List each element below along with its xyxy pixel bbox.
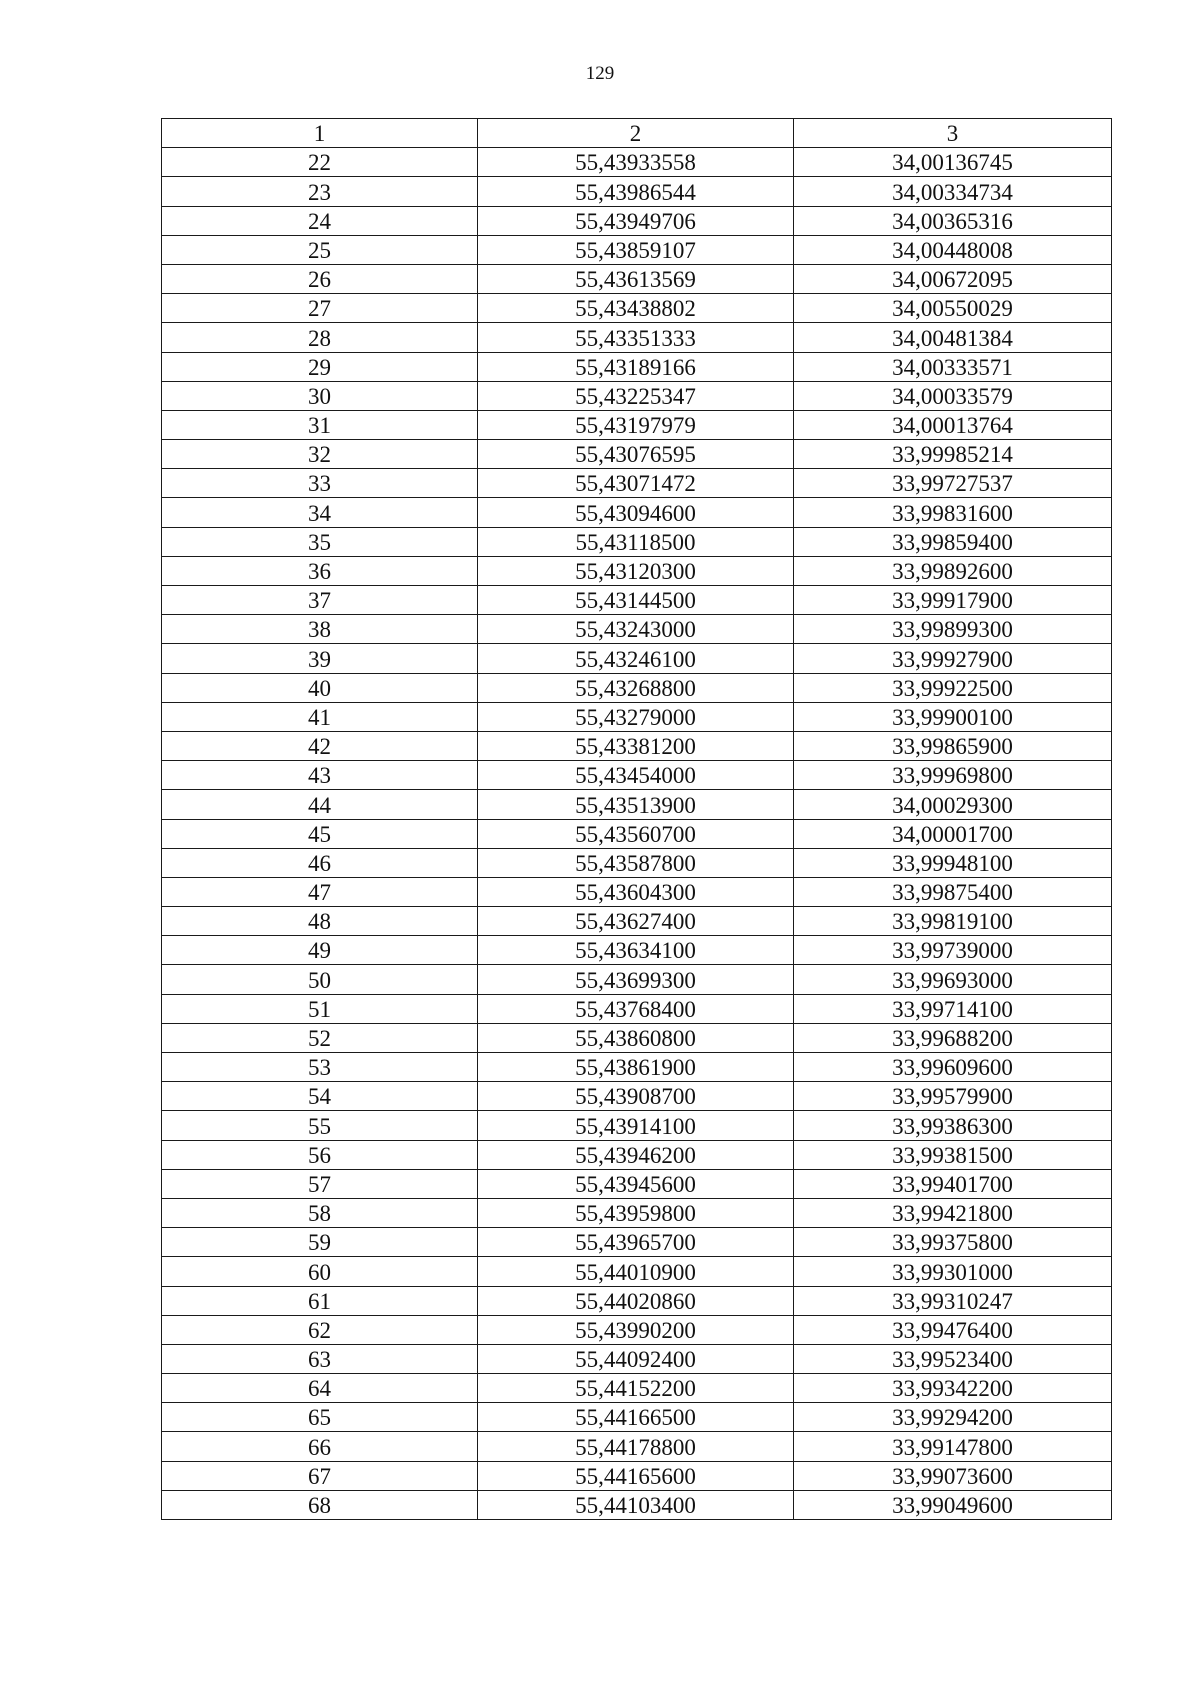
table-row	[162, 1374, 1112, 1403]
coordinate-y-cell: 34,00448008	[794, 235, 1112, 264]
coordinate-x-cell: 55,43768400	[478, 994, 794, 1023]
coordinate-x-cell: 55,43959800	[478, 1198, 794, 1227]
table-row	[162, 1082, 1112, 1111]
coordinate-x-cell: 55,43990200	[478, 1315, 794, 1344]
table-row	[162, 177, 1112, 206]
point-number-cell: 62	[162, 1315, 478, 1344]
table-row	[162, 1344, 1112, 1373]
coordinate-x-cell: 55,43908700	[478, 1082, 794, 1111]
coordinate-y-cell: 33,99985214	[794, 440, 1112, 469]
table-row	[162, 1140, 1112, 1169]
point-number-cell: 35	[162, 527, 478, 556]
point-number-cell: 48	[162, 907, 478, 936]
table-row	[162, 1198, 1112, 1227]
point-number-cell: 51	[162, 994, 478, 1023]
coordinate-x-cell: 55,43965700	[478, 1228, 794, 1257]
table-row	[162, 819, 1112, 848]
table-row	[162, 352, 1112, 381]
point-number-cell: 61	[162, 1286, 478, 1315]
coordinate-x-cell: 55,43243000	[478, 615, 794, 644]
point-number-cell: 52	[162, 1023, 478, 1052]
coordinate-y-cell: 33,99401700	[794, 1169, 1112, 1198]
table-row	[162, 410, 1112, 439]
coordinate-y-cell: 34,00365316	[794, 206, 1112, 235]
table-row	[162, 556, 1112, 585]
coordinate-x-cell: 55,44166500	[478, 1403, 794, 1432]
coordinate-y-cell: 34,00334734	[794, 177, 1112, 206]
table-row	[162, 264, 1112, 293]
coordinate-x-cell: 55,43120300	[478, 556, 794, 585]
coordinate-y-cell: 33,99523400	[794, 1344, 1112, 1373]
coordinate-x-cell: 55,43076595	[478, 440, 794, 469]
table-row	[162, 994, 1112, 1023]
table-row	[162, 1286, 1112, 1315]
coordinate-x-cell: 55,43933558	[478, 148, 794, 177]
coordinate-y-cell: 33,99739000	[794, 936, 1112, 965]
coordinate-x-cell: 55,43118500	[478, 527, 794, 556]
table-row	[162, 615, 1112, 644]
coordinate-x-cell: 55,43071472	[478, 469, 794, 498]
point-number-cell: 53	[162, 1053, 478, 1082]
coordinate-x-cell: 55,44092400	[478, 1344, 794, 1373]
coordinate-x-cell: 55,44103400	[478, 1490, 794, 1519]
point-number-cell: 22	[162, 148, 478, 177]
coordinate-y-cell: 33,99147800	[794, 1432, 1112, 1461]
coordinate-y-cell: 34,00033579	[794, 381, 1112, 410]
coordinate-y-cell: 33,99900100	[794, 702, 1112, 731]
point-number-cell: 40	[162, 673, 478, 702]
coordinate-x-cell: 55,43604300	[478, 877, 794, 906]
coordinate-x-cell: 55,43699300	[478, 965, 794, 994]
point-number-cell: 24	[162, 206, 478, 235]
coordinates-table	[161, 118, 1112, 1520]
coordinate-y-cell: 34,00029300	[794, 790, 1112, 819]
coordinate-x-cell: 55,43859107	[478, 235, 794, 264]
coordinate-x-cell: 55,43634100	[478, 936, 794, 965]
point-number-cell: 46	[162, 848, 478, 877]
table-row	[162, 673, 1112, 702]
coordinate-y-cell: 34,00136745	[794, 148, 1112, 177]
coordinate-y-cell: 33,99693000	[794, 965, 1112, 994]
table-row	[162, 790, 1112, 819]
coordinate-y-cell: 34,00001700	[794, 819, 1112, 848]
coordinate-y-cell: 33,99865900	[794, 731, 1112, 760]
header-cell-1: 1	[162, 119, 478, 148]
coordinate-x-cell: 55,43197979	[478, 410, 794, 439]
coordinate-x-cell: 55,43513900	[478, 790, 794, 819]
coordinate-y-cell: 33,99049600	[794, 1490, 1112, 1519]
table-row	[162, 877, 1112, 906]
coordinate-y-cell: 33,99342200	[794, 1374, 1112, 1403]
table-row	[162, 586, 1112, 615]
table-body	[162, 148, 1112, 1520]
point-number-cell: 67	[162, 1461, 478, 1490]
coordinate-x-cell: 55,43860800	[478, 1023, 794, 1052]
header-cell-3: 3	[794, 119, 1112, 148]
table-row	[162, 936, 1112, 965]
coordinate-x-cell: 55,44152200	[478, 1374, 794, 1403]
table-row	[162, 323, 1112, 352]
table-row	[162, 206, 1112, 235]
point-number-cell: 26	[162, 264, 478, 293]
point-number-cell: 38	[162, 615, 478, 644]
table-row	[162, 294, 1112, 323]
coordinate-x-cell: 55,43627400	[478, 907, 794, 936]
table-row	[162, 1111, 1112, 1140]
table-row	[162, 965, 1112, 994]
point-number-cell: 64	[162, 1374, 478, 1403]
table-row	[162, 1490, 1112, 1519]
point-number-cell: 42	[162, 731, 478, 760]
coordinate-x-cell: 55,43986544	[478, 177, 794, 206]
point-number-cell: 59	[162, 1228, 478, 1257]
point-number-cell: 28	[162, 323, 478, 352]
table-row	[162, 381, 1112, 410]
coordinate-x-cell: 55,43560700	[478, 819, 794, 848]
point-number-cell: 60	[162, 1257, 478, 1286]
coordinate-x-cell: 55,43351333	[478, 323, 794, 352]
table-row	[162, 527, 1112, 556]
coordinate-x-cell: 55,43246100	[478, 644, 794, 673]
coordinate-x-cell: 55,43438802	[478, 294, 794, 323]
point-number-cell: 30	[162, 381, 478, 410]
coordinate-y-cell: 33,99922500	[794, 673, 1112, 702]
coordinate-y-cell: 33,99969800	[794, 761, 1112, 790]
table-row	[162, 1403, 1112, 1432]
coordinate-x-cell: 55,43946200	[478, 1140, 794, 1169]
point-number-cell: 50	[162, 965, 478, 994]
coordinate-y-cell: 33,99294200	[794, 1403, 1112, 1432]
coordinate-y-cell: 33,99421800	[794, 1198, 1112, 1227]
point-number-cell: 56	[162, 1140, 478, 1169]
table-row	[162, 498, 1112, 527]
point-number-cell: 45	[162, 819, 478, 848]
table-row	[162, 731, 1112, 760]
table-row	[162, 440, 1112, 469]
coordinate-x-cell: 55,43279000	[478, 702, 794, 731]
coordinate-y-cell: 34,00481384	[794, 323, 1112, 352]
table-row	[162, 1169, 1112, 1198]
point-number-cell: 31	[162, 410, 478, 439]
coordinate-y-cell: 33,99688200	[794, 1023, 1112, 1052]
coordinate-x-cell: 55,43454000	[478, 761, 794, 790]
point-number-cell: 33	[162, 469, 478, 498]
table-row	[162, 1053, 1112, 1082]
table-row	[162, 848, 1112, 877]
point-number-cell: 25	[162, 235, 478, 264]
table-row	[162, 1315, 1112, 1344]
coordinate-y-cell: 33,99899300	[794, 615, 1112, 644]
point-number-cell: 47	[162, 877, 478, 906]
coordinate-y-cell: 33,99386300	[794, 1111, 1112, 1140]
coordinate-x-cell: 55,43094600	[478, 498, 794, 527]
coordinate-x-cell: 55,43587800	[478, 848, 794, 877]
table-row	[162, 235, 1112, 264]
point-number-cell: 63	[162, 1344, 478, 1373]
coordinate-y-cell: 34,00672095	[794, 264, 1112, 293]
point-number-cell: 44	[162, 790, 478, 819]
coordinate-y-cell: 33,99948100	[794, 848, 1112, 877]
coordinate-x-cell: 55,43189166	[478, 352, 794, 381]
point-number-cell: 23	[162, 177, 478, 206]
coordinate-y-cell: 33,99859400	[794, 527, 1112, 556]
point-number-cell: 66	[162, 1432, 478, 1461]
coordinate-y-cell: 33,99609600	[794, 1053, 1112, 1082]
coordinate-x-cell: 55,43381200	[478, 731, 794, 760]
coordinate-y-cell: 33,99917900	[794, 586, 1112, 615]
coordinate-x-cell: 55,43268800	[478, 673, 794, 702]
coordinate-y-cell: 33,99819100	[794, 907, 1112, 936]
coordinate-x-cell: 55,44178800	[478, 1432, 794, 1461]
point-number-cell: 37	[162, 586, 478, 615]
coordinate-x-cell: 55,43613569	[478, 264, 794, 293]
coordinate-y-cell: 33,99381500	[794, 1140, 1112, 1169]
point-number-cell: 55	[162, 1111, 478, 1140]
coordinate-y-cell: 34,00550029	[794, 294, 1112, 323]
coordinate-x-cell: 55,43949706	[478, 206, 794, 235]
coordinate-y-cell: 33,99831600	[794, 498, 1112, 527]
point-number-cell: 36	[162, 556, 478, 585]
table-row	[162, 702, 1112, 731]
table-row	[162, 469, 1112, 498]
coordinate-y-cell: 34,00013764	[794, 410, 1112, 439]
coordinate-x-cell: 55,43144500	[478, 586, 794, 615]
table-row	[162, 907, 1112, 936]
coordinate-y-cell: 33,99927900	[794, 644, 1112, 673]
page-number: 129	[585, 63, 615, 84]
coordinate-y-cell: 33,99375800	[794, 1228, 1112, 1257]
point-number-cell: 39	[162, 644, 478, 673]
table-row	[162, 1023, 1112, 1052]
point-number-cell: 65	[162, 1403, 478, 1432]
table-row	[162, 761, 1112, 790]
point-number-cell: 57	[162, 1169, 478, 1198]
coordinate-y-cell: 34,00333571	[794, 352, 1112, 381]
coordinate-x-cell: 55,43914100	[478, 1111, 794, 1140]
point-number-cell: 29	[162, 352, 478, 381]
coordinate-x-cell: 55,44165600	[478, 1461, 794, 1490]
coordinate-x-cell: 55,43225347	[478, 381, 794, 410]
coordinate-y-cell: 33,99310247	[794, 1286, 1112, 1315]
coordinate-x-cell: 55,43861900	[478, 1053, 794, 1082]
table-row	[162, 1228, 1112, 1257]
coordinate-y-cell: 33,99727537	[794, 469, 1112, 498]
point-number-cell: 58	[162, 1198, 478, 1227]
coordinate-y-cell: 33,99301000	[794, 1257, 1112, 1286]
table-row	[162, 1461, 1112, 1490]
coordinate-y-cell: 33,99892600	[794, 556, 1112, 585]
table-row	[162, 148, 1112, 177]
table-row	[162, 1257, 1112, 1286]
table-row	[162, 1432, 1112, 1461]
coordinate-y-cell: 33,99476400	[794, 1315, 1112, 1344]
coordinate-x-cell: 55,44010900	[478, 1257, 794, 1286]
point-number-cell: 41	[162, 702, 478, 731]
table-header-row	[162, 119, 1112, 148]
point-number-cell: 34	[162, 498, 478, 527]
point-number-cell: 54	[162, 1082, 478, 1111]
coordinate-y-cell: 33,99714100	[794, 994, 1112, 1023]
coordinate-y-cell: 33,99579900	[794, 1082, 1112, 1111]
coordinate-y-cell: 33,99875400	[794, 877, 1112, 906]
point-number-cell: 32	[162, 440, 478, 469]
coordinate-x-cell: 55,43945600	[478, 1169, 794, 1198]
point-number-cell: 43	[162, 761, 478, 790]
coordinate-y-cell: 33,99073600	[794, 1461, 1112, 1490]
point-number-cell: 68	[162, 1490, 478, 1519]
point-number-cell: 27	[162, 294, 478, 323]
table-row	[162, 644, 1112, 673]
header-cell-2: 2	[478, 119, 794, 148]
coordinate-x-cell: 55,44020860	[478, 1286, 794, 1315]
point-number-cell: 49	[162, 936, 478, 965]
